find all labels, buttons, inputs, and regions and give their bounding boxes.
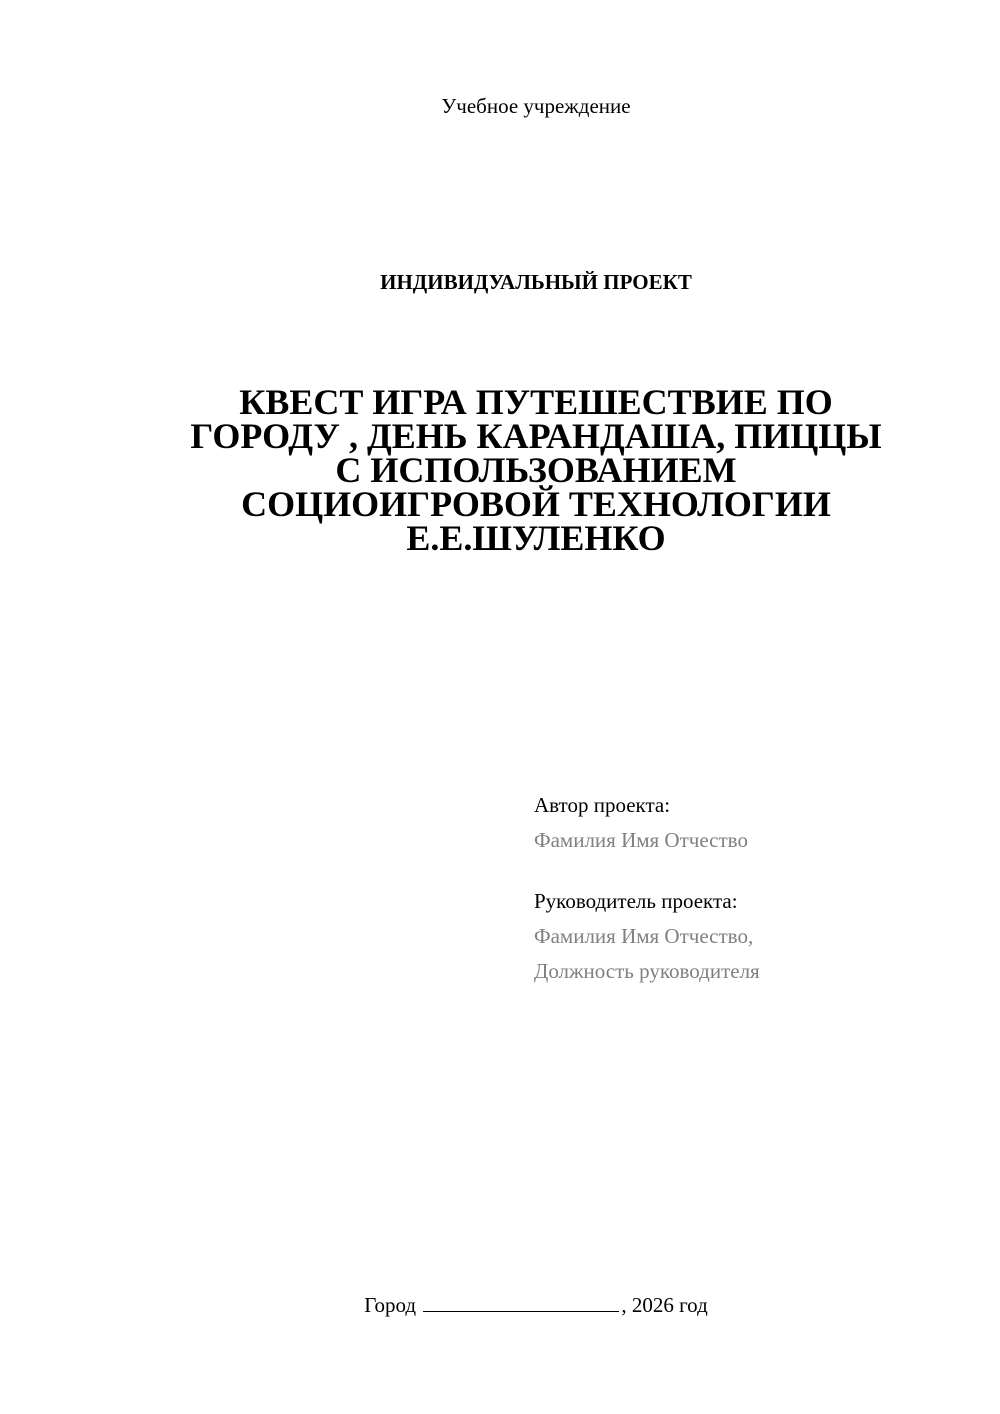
project-title-line: С ИСПОЛЬЗОВАНИЕМ [335, 450, 737, 490]
authors-block [534, 788, 974, 989]
project-title-line: Е.Е.ШУЛЕНКО [406, 518, 666, 558]
year-text: , 2026 год [621, 1293, 708, 1317]
supervisor-name-placeholder: Фамилия Имя Отчество, [534, 924, 754, 948]
project-title-line: КВЕСТ ИГРА ПУТЕШЕСТВИЕ ПО [239, 382, 833, 422]
author-label: Автор проекта: [534, 793, 671, 817]
supervisor-label: Руководитель проекта: [534, 889, 738, 913]
project-type-heading: ИНДИВИДУАЛЬНЫЙ ПРОЕКТ [380, 270, 692, 294]
project-title [120, 382, 952, 558]
city-label: Город [364, 1293, 417, 1317]
author-name-placeholder: Фамилия Имя Отчество [534, 828, 748, 852]
spacer [534, 858, 974, 884]
project-title-line: СОЦИОИГРОВОЙ ТЕХНОЛОГИИ [241, 484, 831, 524]
supervisor-position-placeholder: Должность руководителя [534, 959, 760, 983]
city-year-line [0, 1290, 1000, 1320]
project-title-line: ГОРОДУ , ДЕНЬ КАРАНДАША, ПИЦЦЫ [190, 416, 882, 456]
institution-name: Учебное учреждение [441, 94, 631, 118]
city-blank-line [423, 1291, 619, 1312]
